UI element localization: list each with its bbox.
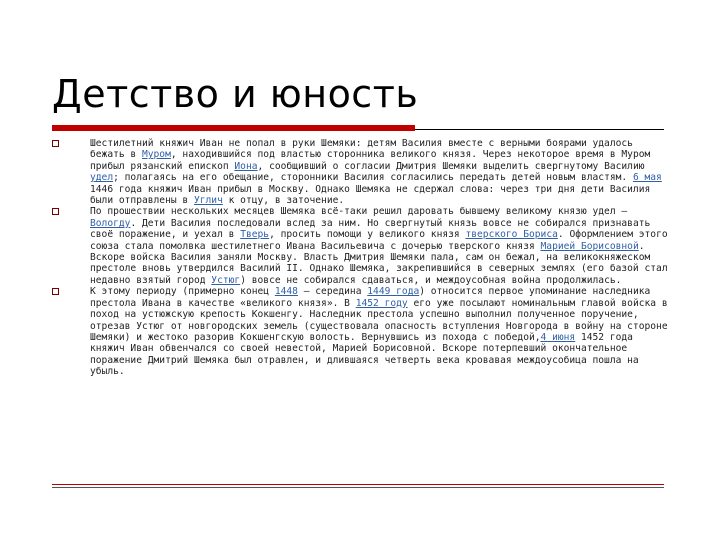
text-run: его уже посылают номинальным главой войска в поход на устюжскую крепость Кокшенгу. Наследник престола успешно выполнил полученное поручение, отрезав Устюг от новгородских земель (существовала опасность вступления Новгорода в войну на стороне Шемяки) и жестоко разорив Кокшенгскую волость. Вернувшись из похода с победой, xyxy=(90,297,668,343)
text-run: По прошествии нескольких месяцев Шемяка всё-таки решил даровать бывшему великому князю удел — xyxy=(90,206,628,218)
bullet-text xyxy=(90,138,662,206)
square-bullet-icon xyxy=(52,208,59,215)
text-run: Шестилетний княжич Иван не попал в руки Шемяки: детям Василия вместе с верными боярами удалось бежать в xyxy=(90,138,633,161)
text-run: , сообщивший о согласии Дмитрия Шемяки выделить свергнутому Василию xyxy=(257,160,645,172)
text-run: 1452 года княжич Иван обвенчался со своей невестой, Марией Борисовной. Вскоре потерпевший окончательное поражение Дмитрий Шемяка был отравлен, и длившаяся четверть века кровавая междоусобица пошла на убыль. xyxy=(90,331,639,378)
title-accent-bar xyxy=(52,125,415,131)
footer-rule-red xyxy=(52,484,664,485)
text-run: , находившийся под властью сторонника великого князя. Через некоторое время в Муром прибыл рязанский епископ xyxy=(90,149,651,172)
inline-link[interactable]: 1452 году xyxy=(355,297,408,309)
inline-link[interactable]: Вологду xyxy=(90,217,131,229)
text-run: к отцу, в заточение. xyxy=(222,195,345,207)
inline-link[interactable]: тверского Бориса xyxy=(465,229,558,241)
bullet-text xyxy=(90,286,668,377)
text-run: ) относится первое упоминание наследника престола Ивана в качестве «великого князя». В xyxy=(90,286,651,309)
text-run: . Оформлением этого союза стала помолвка шестилетнего Ивана Васильевича с дочерью тверского князя xyxy=(90,229,668,252)
inline-link[interactable]: 1449 года xyxy=(367,286,420,298)
inline-link[interactable]: 4 июня xyxy=(540,331,576,343)
text-run: — середина xyxy=(297,286,368,298)
inline-link[interactable]: Муром xyxy=(141,149,171,161)
bullet-list xyxy=(52,138,672,378)
inline-link[interactable]: Тверь xyxy=(240,229,270,241)
text-run: ; полагаясь на его обещание, сторонники Василия согласились передать детей новым властям. xyxy=(113,172,633,184)
inline-link[interactable]: Углич xyxy=(193,195,223,207)
text-run: ) вовсе не собирался сдаваться, и междоусобная война продолжилась. xyxy=(240,274,622,286)
bullet-item xyxy=(52,138,672,206)
slide-title: Детство и юность xyxy=(52,72,419,116)
inline-link[interactable]: Устюг xyxy=(211,274,241,286)
square-bullet-icon xyxy=(52,140,59,147)
square-bullet-icon xyxy=(52,288,59,295)
inline-link[interactable]: 1448 xyxy=(274,286,298,298)
inline-link[interactable]: Иона xyxy=(234,160,258,172)
bullet-item xyxy=(52,286,672,377)
bullet-text xyxy=(90,206,668,285)
text-run: К этому периоду (примерно конец xyxy=(90,286,275,298)
text-run: 1446 года княжич Иван прибыл в Москву. Однако Шемяка не сдержал слова: через три дня дети Василия были отправлены в xyxy=(90,183,651,207)
inline-link[interactable]: удел xyxy=(90,172,114,184)
text-run: , просить помощи у великого князя xyxy=(269,229,466,241)
text-run: . Дети Василия последовали вслед за ним. Но свергнутый князь вовсе не собирался признавать своё поражение, и уехал в xyxy=(90,217,651,241)
inline-link[interactable]: 6 мая xyxy=(632,172,662,184)
inline-link[interactable]: Марией Борисовной xyxy=(540,240,639,252)
text-run: . Вскоре войска Василия заняли Москву. Власть Дмитрия Шемяки пала, сам он бежал, на великокняжеском престоле вновь утвердился Василий II. Однако Шемяка, закрепившийся в северных землях (его базой стал недавно взятый город xyxy=(90,240,668,286)
bullet-item xyxy=(52,206,672,286)
footer-rule xyxy=(52,487,664,488)
